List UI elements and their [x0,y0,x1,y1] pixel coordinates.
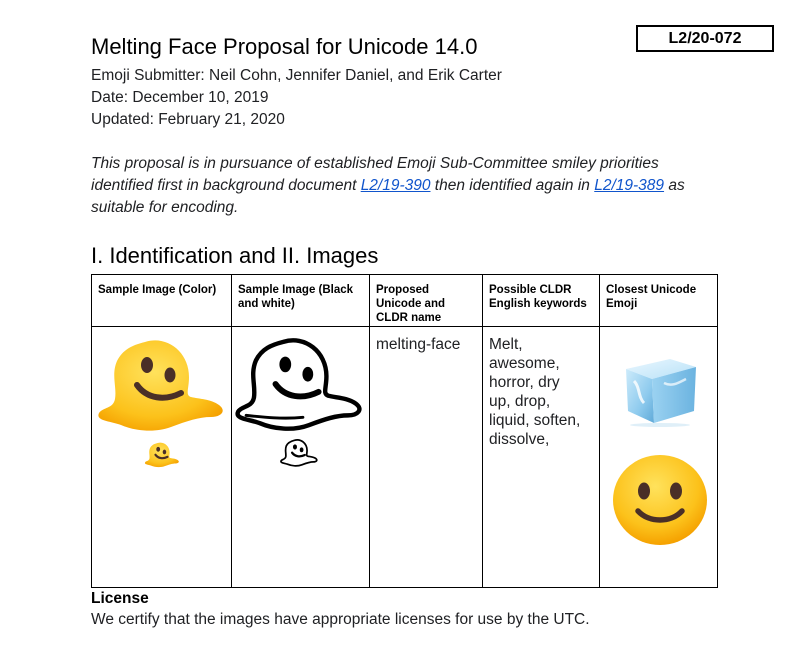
keyword-line: horror, dry [489,373,560,391]
intro-paragraph [91,153,731,219]
document-number-box: L2/20-072 [636,25,774,52]
submitter-line: Emoji Submitter: Neil Cohn, Jennifer Daniel, and Erik Carter [91,67,502,84]
slightly-smiling-face-icon [611,453,709,547]
bw-image-cell [232,326,370,587]
table-row [92,326,718,587]
intro-line-1: This proposal is in pursuance of established Emoji Sub-Committee smiley priorities [91,155,659,172]
document-title: Melting Face Proposal for Unicode 14.0 [91,34,478,59]
keyword-line: Melt, [489,335,523,353]
keyword-line: liquid, soften, [489,411,581,429]
intro-line-2-post: as [664,177,685,194]
intro-line-2 [91,175,731,197]
date-line: Date: December 10, 2019 [91,89,269,106]
header-closest-emoji: Closest Unicode Emoji [600,275,718,327]
melting-face-bw-large-icon [234,337,364,433]
updated-line: Updated: February 21, 2020 [91,111,285,128]
keyword-line: dissolve, [489,430,550,448]
cldr-name: melting-face [376,335,461,353]
header-proposed-name: Proposed Unicode and CLDR name [370,275,483,327]
keywords-cell [483,326,600,587]
intro-line-2-pre: identified first in background document [91,177,361,194]
header-keywords: Possible CLDR English keywords [483,275,600,327]
melting-face-color-large-icon [95,337,227,435]
header-sample-color: Sample Image (Color) [92,275,232,327]
cldr-name-cell [370,326,483,587]
intro-line-2-mid: then identified again in [430,177,595,194]
ice-cube-icon [620,353,700,427]
link-l2-19-390[interactable]: L2/19-390 [360,177,431,194]
closest-emoji-cell [600,326,718,587]
keyword-line: up, drop, [489,392,551,410]
intro-line-3: suitable for encoding. [91,199,239,216]
melting-face-bw-small-icon [280,438,318,468]
proposal-table [91,274,718,588]
link-l2-19-389[interactable]: L2/19-389 [594,177,665,194]
table-header-row [92,275,718,327]
license-text: We certify that the images have appropriate licenses for use by the UTC. [91,611,590,628]
color-image-cell [92,326,232,587]
melting-face-color-small-icon [144,440,180,470]
keyword-line: awesome, [489,354,560,372]
keywords-text [483,327,599,449]
header-sample-bw: Sample Image (Black and white) [232,275,370,327]
license-heading: License [91,590,149,607]
section-heading: I. Identification and II. Images [91,243,379,268]
